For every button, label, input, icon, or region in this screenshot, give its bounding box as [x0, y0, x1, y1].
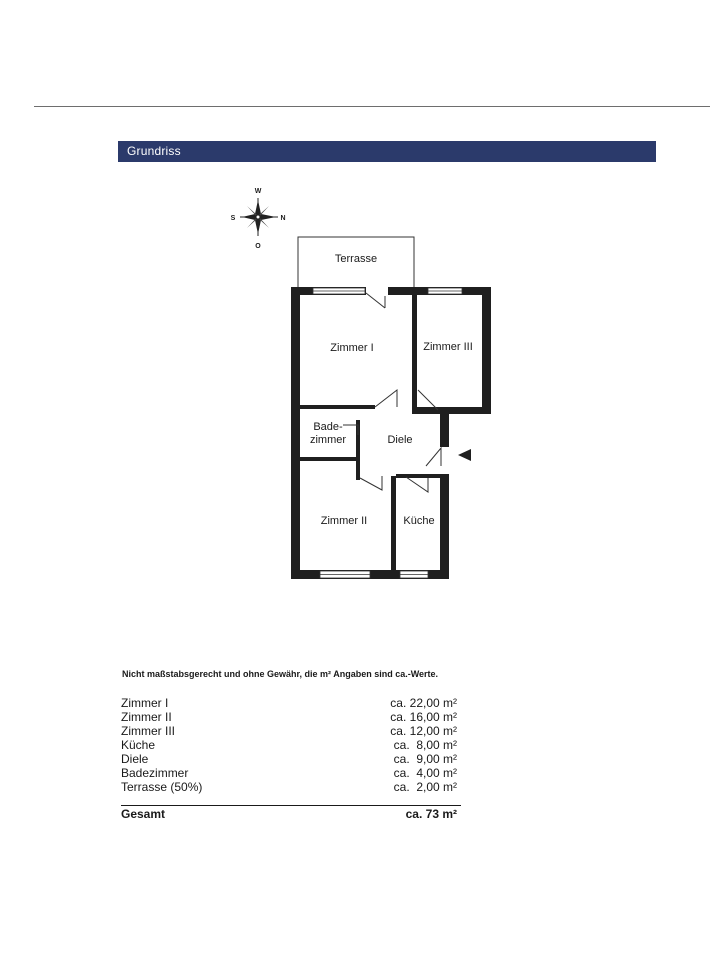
compass-label-n: N: [280, 215, 286, 222]
section-title: Grundriss: [127, 144, 181, 158]
room-label-bad-line-2: zimmer: [309, 434, 347, 446]
compass-label-w: W: [254, 188, 262, 195]
list-item: [121, 724, 457, 738]
area-name: Badezimmer: [121, 766, 189, 780]
list-item: [121, 752, 457, 766]
area-value: ca. 12,00 m²: [390, 724, 457, 738]
list-item: [121, 738, 457, 752]
area-value: ca. 4,00 m²: [393, 766, 457, 780]
list-item: [121, 780, 457, 794]
total-label: Gesamt: [121, 807, 166, 821]
total-divider: [121, 805, 461, 806]
entrance-arrow-icon: [458, 449, 471, 461]
compass-label-o: O: [255, 243, 261, 250]
room-label-zimmer-2: Zimmer II: [320, 515, 368, 527]
list-item: [121, 696, 457, 710]
area-name: Zimmer III: [121, 724, 175, 738]
area-name: Diele: [121, 752, 149, 766]
room-label-zimmer-3: Zimmer III: [423, 341, 473, 353]
area-value: ca. 16,00 m²: [390, 710, 457, 724]
area-name: Zimmer II: [121, 710, 172, 724]
area-name: Terrasse (50%): [121, 780, 203, 794]
compass-label-s: S: [230, 215, 236, 222]
disclaimer-text: Nicht maßstabsgerecht und ohne Gewähr, die m² Angaben sind ca.-Werte.: [122, 669, 439, 679]
total-value: ca. 73 m²: [405, 807, 457, 821]
room-label-terrasse: Terrasse: [334, 253, 378, 265]
area-value: ca. 22,00 m²: [390, 696, 457, 710]
area-name: Küche: [121, 738, 156, 752]
room-label-kueche: Küche: [403, 515, 435, 527]
area-name: Zimmer I: [121, 696, 169, 710]
list-item: [121, 766, 457, 780]
compass-rose-icon: [240, 198, 278, 236]
area-value: ca. 2,00 m²: [393, 780, 457, 794]
room-label-diele: Diele: [387, 434, 413, 446]
room-label-zimmer-1: Zimmer I: [330, 342, 374, 354]
area-value: ca. 9,00 m²: [393, 752, 457, 766]
area-list: [121, 696, 457, 794]
total-row: [121, 807, 457, 821]
room-label-bad-line-1: Bade-: [313, 421, 343, 433]
area-value: ca. 8,00 m²: [393, 738, 457, 752]
list-item: [121, 710, 457, 724]
